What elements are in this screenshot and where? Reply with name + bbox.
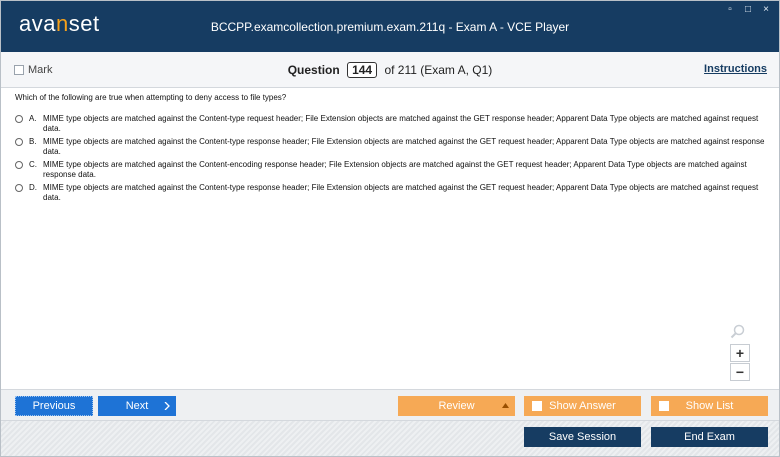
zoom-in-button[interactable]: + xyxy=(730,344,750,362)
question-text: Which of the following are true when attempting to deny access to file types? xyxy=(15,93,287,102)
question-suffix: of 211 (Exam A, Q1) xyxy=(384,63,493,77)
show-answer-checkbox-icon[interactable] xyxy=(532,401,542,411)
radio-button-icon[interactable] xyxy=(15,184,23,192)
end-exam-button[interactable] xyxy=(651,427,768,447)
save-session-label: Save Session xyxy=(548,431,617,443)
maximize-icon[interactable]: □ xyxy=(744,4,752,15)
radio-button-icon[interactable] xyxy=(15,115,23,123)
previous-button[interactable] xyxy=(15,396,93,416)
footer-bar xyxy=(1,420,779,456)
option-text: MIME type objects are matched against the Content-encoding response header; File Extension objects are matched against the GET request header; Apparent Data Type objects are matched against response data. xyxy=(43,160,747,179)
save-session-button[interactable] xyxy=(524,427,641,447)
show-answer-button[interactable] xyxy=(524,396,641,416)
chevron-right-icon xyxy=(164,402,170,410)
previous-label: Previous xyxy=(32,400,76,412)
option-text: MIME type objects are matched against the Content-type response header; File Extension objects are matched against the GET request header; Apparent Data Type objects are matched against request data. xyxy=(43,183,759,202)
option-letter: B. xyxy=(29,137,37,146)
bottom-toolbar xyxy=(1,389,779,420)
option-letter: A. xyxy=(29,114,37,123)
question-label: Question xyxy=(287,63,340,77)
question-content xyxy=(15,93,765,206)
window-title: BCCPP.examcollection.premium.exam.211q - Exam A - VCE Player xyxy=(210,20,570,34)
instructions-link[interactable]: Instructions xyxy=(704,63,767,75)
answer-option-a[interactable] xyxy=(15,114,765,134)
show-list-button[interactable] xyxy=(651,396,768,416)
question-number-input[interactable]: 144 xyxy=(347,62,377,78)
show-answer-label: Show Answer xyxy=(549,400,616,412)
option-letter: D. xyxy=(29,183,37,192)
radio-button-icon[interactable] xyxy=(15,138,23,146)
end-exam-label: End Exam xyxy=(684,431,735,443)
review-button[interactable] xyxy=(398,396,515,416)
answer-option-d[interactable] xyxy=(15,183,765,203)
zoom-out-button[interactable]: − xyxy=(730,363,750,381)
review-label: Review xyxy=(438,400,475,412)
radio-button-icon[interactable] xyxy=(15,161,23,169)
zoom-search-icon[interactable] xyxy=(730,324,746,340)
window-controls xyxy=(725,4,771,15)
mark-label: Mark xyxy=(28,64,53,76)
title-bar xyxy=(1,1,779,52)
option-text: MIME type objects are matched against the Content-type response header; File Extension objects are matched against the GET request header; Apparent Data Type objects are matched against response data. xyxy=(43,137,765,156)
next-label: Next xyxy=(125,400,149,412)
next-button[interactable] xyxy=(98,396,176,416)
minimize-icon[interactable]: ▫ xyxy=(728,4,732,15)
answer-option-c[interactable] xyxy=(15,160,765,180)
question-counter xyxy=(1,62,779,78)
logo-text-right: set xyxy=(68,11,100,36)
logo-text-left: ava xyxy=(19,11,56,36)
close-icon[interactable]: × xyxy=(763,4,769,15)
option-letter: C. xyxy=(29,160,37,169)
logo-text-accent: n xyxy=(55,11,69,36)
show-list-checkbox-icon[interactable] xyxy=(659,401,669,411)
question-header xyxy=(1,52,779,88)
caret-up-icon xyxy=(502,403,509,408)
option-text: MIME type objects are matched against the Content-type request header; File Extension objects are matched against the GET response header; Apparent Data Type objects are matched against request data. xyxy=(43,114,759,133)
answer-option-b[interactable] xyxy=(15,137,765,157)
show-list-label: Show List xyxy=(685,400,734,412)
